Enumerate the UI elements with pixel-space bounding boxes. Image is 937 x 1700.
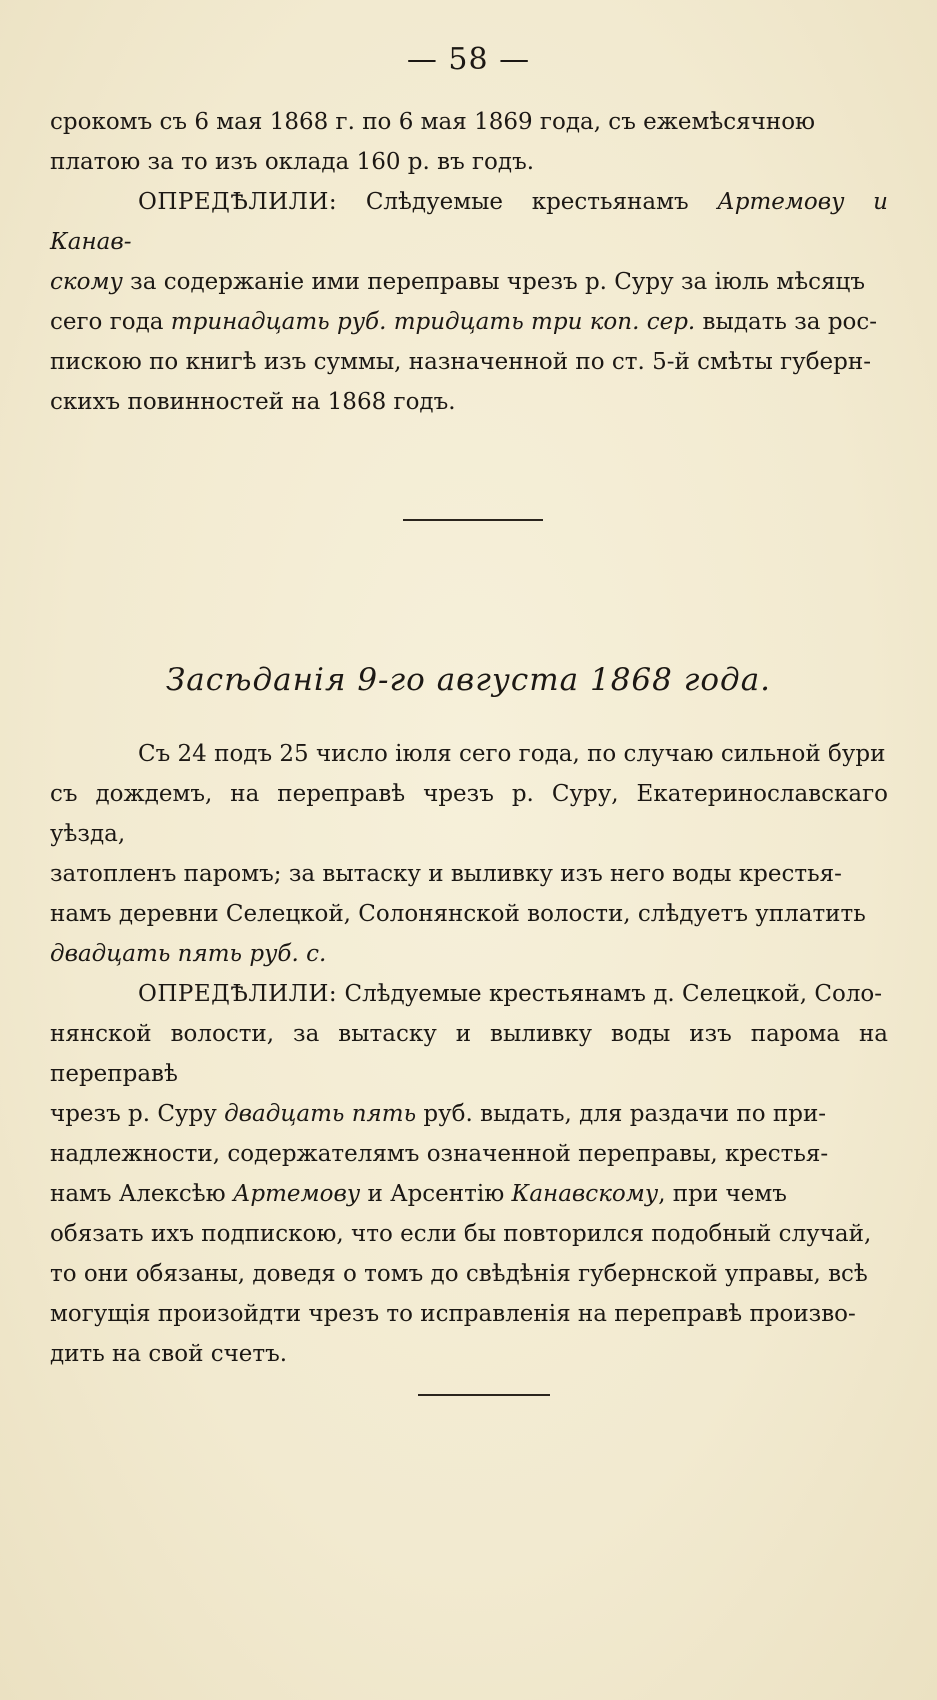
paragraph-resolution-2: ОПРЕДѢЛИЛИ: Слѣдуемые крестьянамъ д. Селецкой, Соло- нянской волости, за вытаску и выливку воды изъ парома на переправѣ чрезъ р. Суру двадцать пять руб. выдать, для раздачи по при- надлежности, содержателямъ означенной переправы, крестья- намъ Алексѣю Артемову и Арсентію Канавскому, при чемъ обязать ихъ подпискою, что если бы повторился подобный случай, то они обязаны, доведя о томъ до свѣдѣнія губернской управы, всѣ могущія произойдти чрезъ то исправленія на переправѣ произво- дить на свой счетъ. (50, 981, 888, 1367)
section-divider-bottom (418, 1394, 550, 1396)
paragraph-resolution-1: ОПРЕДѢЛИЛИ: Слѣдуемые крестьянамъ Артемову и Канав- скому за содержаніе ими переправы чрезъ р. Суру за іюль мѣсяцъ сего года тринадцать руб. тридцать три коп. сер. выдать за рос- пискою по книгѣ изъ суммы, назначенной по ст. 5-й смѣты губерн- скихъ повинностей на 1868 годъ. (50, 189, 888, 415)
resolution-label: ОПРЕДѢЛИЛИ: (138, 981, 338, 1007)
section-1-body (50, 102, 888, 422)
section-divider-top (403, 519, 543, 521)
session-heading: Засѣданія 9-го августа 1868 года. (165, 662, 772, 698)
resolution-label: ОПРЕДѢЛИЛИ: (138, 189, 338, 215)
paragraph-contract-term: срокомъ съ 6 мая 1868 г. по 6 мая 1869 года, съ ежемѣсячною платою за то изъ оклада 160 р. въ годъ. (50, 109, 816, 175)
page-number: — 58 — (406, 42, 531, 77)
paragraph-ferry-incident: Съ 24 подъ 25 число іюля сего года, по случаю сильной бури съ дождемъ, на переправѣ чрезъ р. Суру, Екатеринославскаго уѣзда, затопленъ паромъ; за вытаску и выливку изъ него воды крестья- намъ деревни Селецкой, Солонянской волости, слѣдуетъ уплатить двадцать пять руб. с. (50, 741, 888, 967)
section-2-body (50, 734, 888, 1374)
